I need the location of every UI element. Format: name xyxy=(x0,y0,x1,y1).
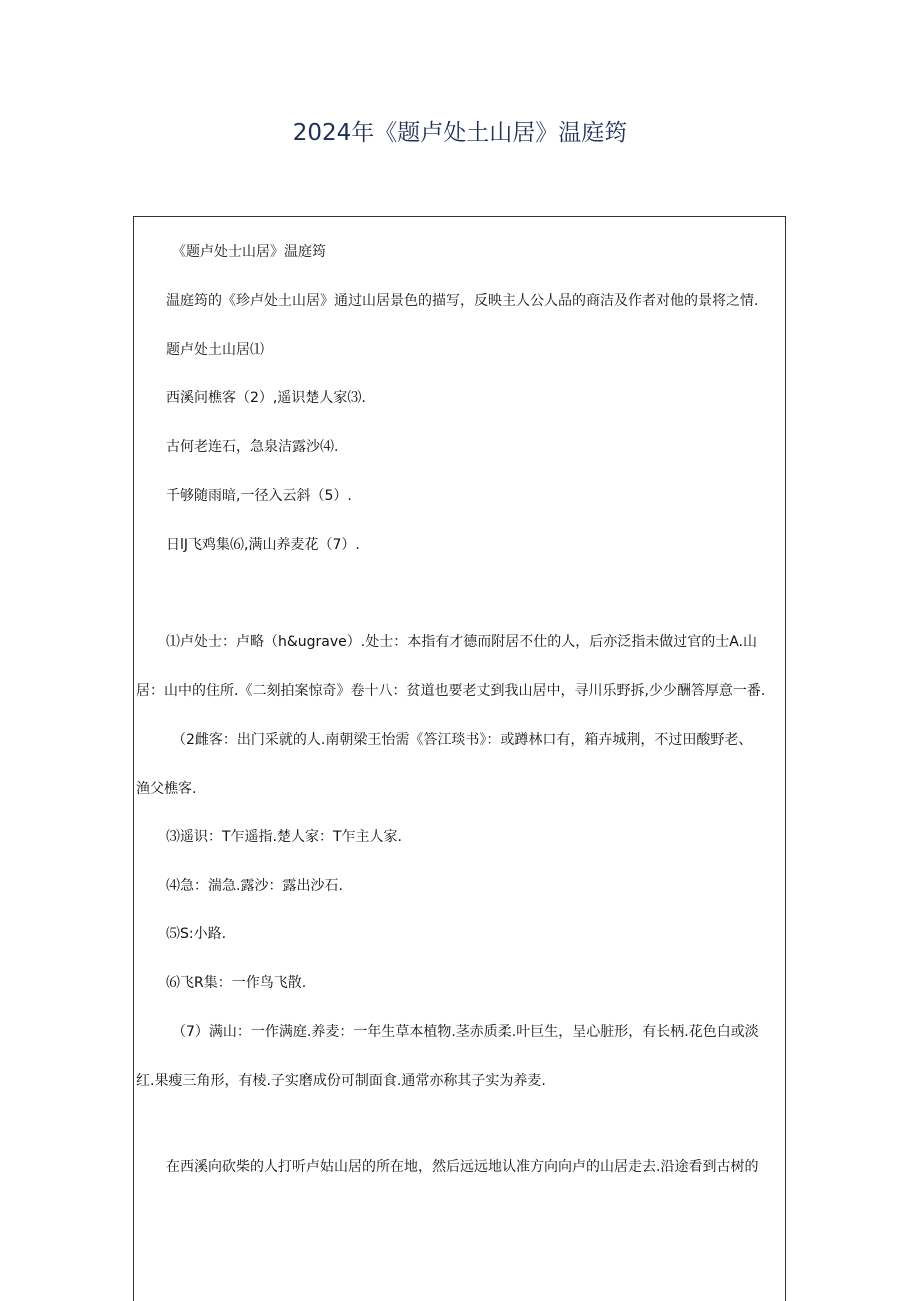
note-line: ⑶遥识：T乍遥指.楚人家：T乍主人家. xyxy=(166,829,403,845)
note-line: （2雌客：出门采就的人.南朝梁王怡需《答江琰书》：或蹲林口有，箱卉城荆，不过田酸野老、 xyxy=(172,732,753,748)
note-line: 渔父樵客. xyxy=(136,781,197,797)
note-line: ⑸S:小路. xyxy=(166,926,227,942)
note-line: ⑴卢处士：卢略（h&ugrave）.处士：本指有才德而附居不仕的人，后亦泛指未做过官的士A.山 xyxy=(166,634,758,650)
poem-heading: 《题卢处士山居》温庭筠 xyxy=(172,244,326,260)
note-line: （7）满山：一作满庭.养麦：一年生草本植物.茎赤质柔.叶巨生，呈心脏形，有长柄.花色白或淡 xyxy=(172,1024,759,1040)
note-line: 居：山中的住所.《二刻拍案惊奇》卷十八：贫道也要老丈到我山居中，寻川乐野拆,少少酬答厚意一番. xyxy=(136,683,766,699)
content-frame xyxy=(133,216,786,1301)
note-line: ⑹飞R集：一作鸟飞散. xyxy=(166,975,307,991)
note-line: ⑷急：湍急.露沙：露出沙石. xyxy=(166,878,343,894)
poem-title-line: 题卢处土山居⑴ xyxy=(166,342,264,358)
poem-line: 西溪问樵客（2）,遥识楚人家⑶. xyxy=(166,390,366,406)
poem-line: 千够随雨暗,一径入云斜（5）. xyxy=(166,488,352,504)
translation-line: 在西溪向砍柴的人打听卢姑山居的所在地，然后远远地认准方向向卢的山居走去.沿途看到古树的 xyxy=(166,1159,759,1175)
poem-line: 日lJ飞鸡集⑹,满山养麦花（7）. xyxy=(166,537,360,553)
document-title: 2024年《题卢处土山居》温庭筠 xyxy=(292,120,628,146)
note-line: 红.果瘦三角形，有棱.子实磨成份可制面食.通常亦称其子实为养麦. xyxy=(136,1073,546,1089)
poem-line: 古何老连石，急泉洁露沙⑷. xyxy=(166,439,339,455)
intro-line: 温庭筠的《珍卢处土山居》通过山居景色的描写，反映主人公人品的商洁及作者对他的景将之情. xyxy=(166,293,759,309)
